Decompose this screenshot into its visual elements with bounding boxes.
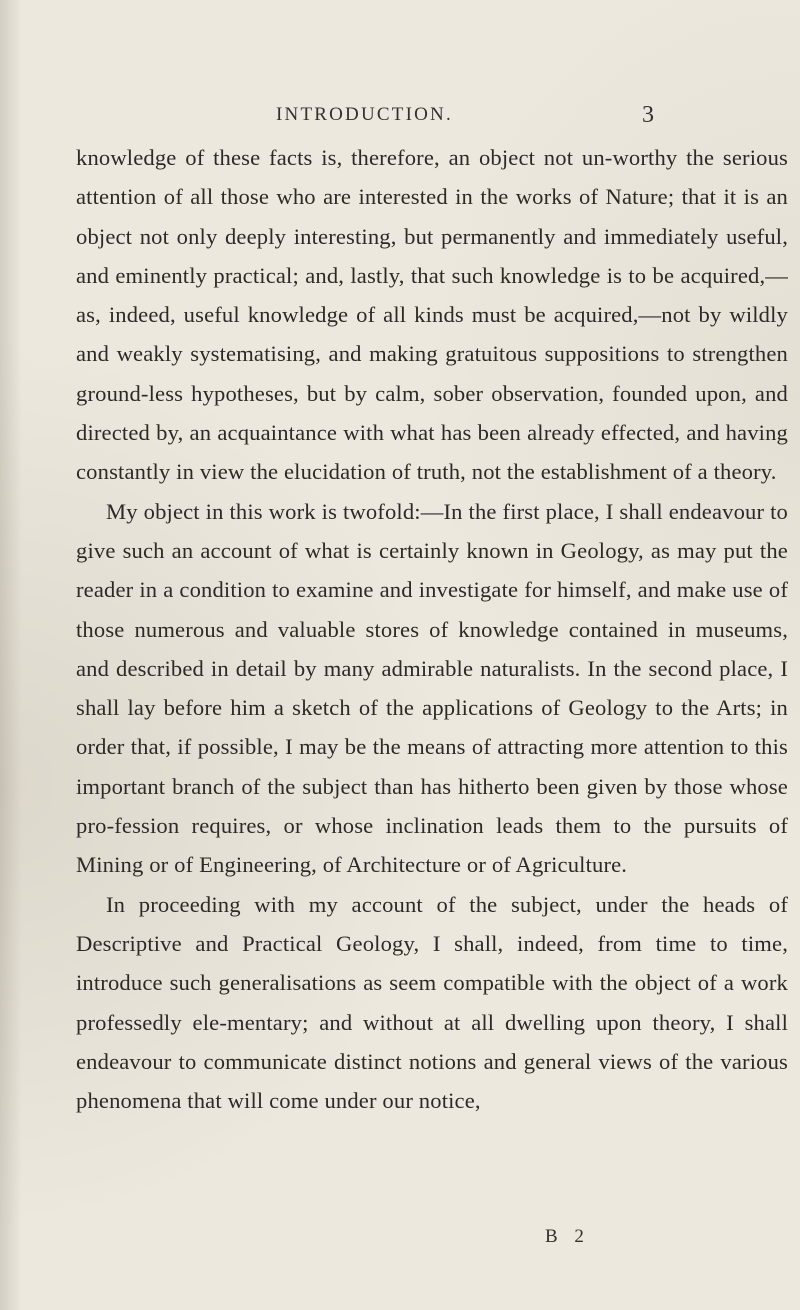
body-text [76, 138, 788, 1120]
paragraph-proceeding: In proceeding with my account of the subject, under the heads of Descriptive and Practical Geology, I shall, indeed, from time to time, introduce such generalisations as seem compatible with the object of a work professedly ele-mentary; and without at all dwelling upon theory, I shall endeavour to communicate distinct notions and general views of the various phenomena that will come under our notice, [76, 891, 788, 1114]
paragraph-object-of-work: My object in this work is twofold:—In the first place, I shall endeavour to give such an account of what is certainly known in Geology, as may put the reader in a condition to examine and investigate for himself, and make use of those numerous and valuable stores of knowledge contained in museums, and described in detail by many admirable naturalists. In the second place, I shall lay before him a sketch of the applications of Geology to the Arts; in order that, if possible, I may be the means of attracting more attention to this important branch of the subject than has hitherto been given by those whose pro-fession requires, or whose inclination leads them to the pursuits of Mining or of Engineering, of Architecture or of Agriculture. [76, 498, 788, 878]
page-gutter-shadow [0, 0, 22, 1310]
page-number: 3 [642, 102, 654, 128]
signature-mark: B 2 [545, 1226, 590, 1247]
running-head [0, 104, 800, 138]
running-title: INTRODUCTION. [276, 104, 453, 125]
paragraph-continuation: knowledge of these facts is, therefore, an object not un-worthy the serious attention of all those who are interested in the works of Nature; that it is an object not only deeply interesting, but permanently and immediately useful, and eminently practical; and, lastly, that such knowledge is to be acquired,—as, indeed, useful knowledge of all kinds must be acquired,—not by wildly and weakly systematising, and making gratuitous suppositions to strengthen ground-less hypotheses, but by calm, sober observation, founded upon, and directed by, an acquaintance with what has been already effected, and having constantly in view the elucidation of truth, not the establishment of a theory. [76, 145, 788, 485]
